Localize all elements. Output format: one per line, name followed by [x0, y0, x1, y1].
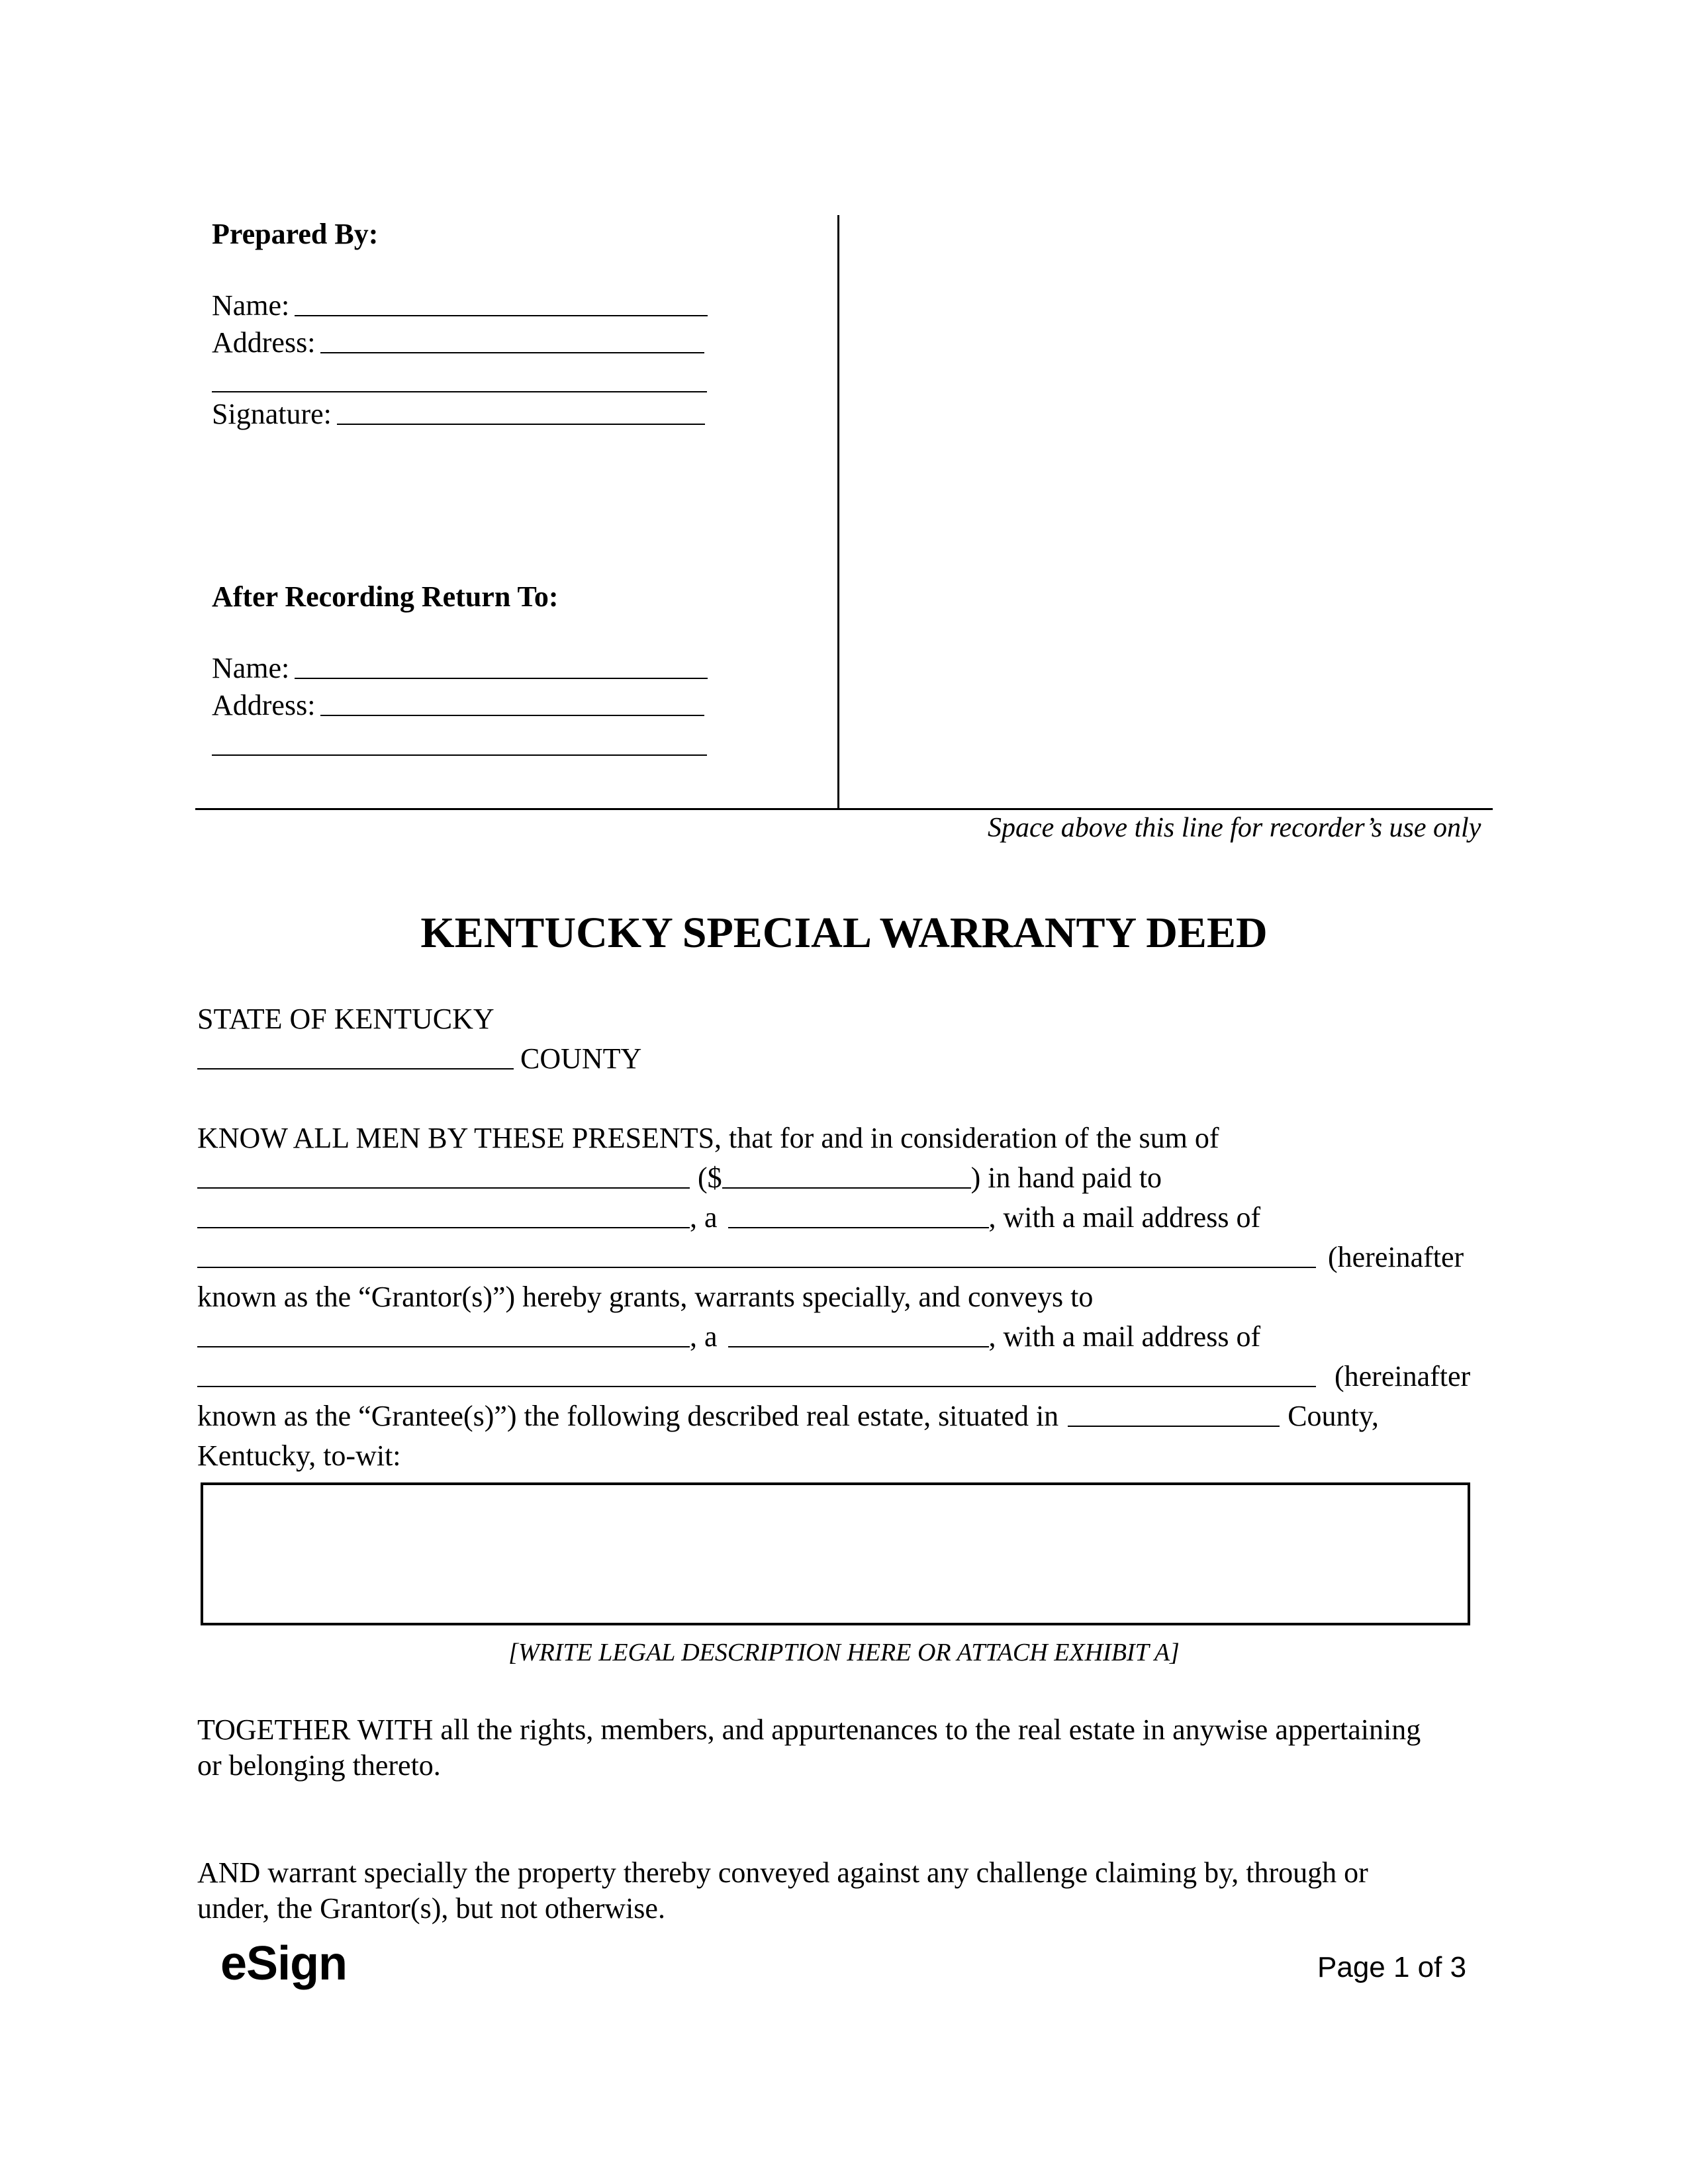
warrant-line-2: under, the Grantor(s), but not otherwise. — [197, 1892, 665, 1925]
prepared-name-label: Name: — [212, 289, 290, 322]
grantor-hereinafter-text: (hereinafter — [1328, 1241, 1464, 1273]
document-title: KENTUCKY SPECIAL WARRANTY DEED — [420, 909, 1268, 957]
body-line-2 — [197, 1163, 1162, 1193]
grantee-a-text: , a — [690, 1320, 718, 1353]
prepared-name-field[interactable] — [295, 315, 708, 316]
return-address-row — [212, 691, 704, 720]
body-line-8 — [197, 1402, 1379, 1431]
grantor-status-field[interactable] — [728, 1227, 989, 1228]
body-line-1: KNOW ALL MEN BY THESE PRESENTS, that for and in consideration of the sum of — [197, 1122, 1219, 1154]
grantee-known-text: known as the “Grantee(s)”) the following described real estate, situated in — [197, 1400, 1059, 1432]
return-address-field-2[interactable] — [212, 754, 707, 756]
body-line-7 — [197, 1362, 1470, 1391]
prepared-signature-field[interactable] — [337, 424, 705, 425]
property-county-field[interactable] — [1068, 1426, 1280, 1427]
return-name-field[interactable] — [295, 678, 708, 679]
legal-description-caption: [WRITE LEGAL DESCRIPTION HERE OR ATTACH EXHIBIT A] — [508, 1639, 1180, 1666]
recorder-divider-vertical — [837, 215, 839, 809]
grantor-a-text: , a — [690, 1201, 718, 1234]
prepared-address-row — [212, 328, 704, 357]
grantee-hereinafter-text: (hereinafter — [1335, 1360, 1471, 1392]
prepared-address-field-2[interactable] — [212, 391, 707, 392]
county-label: COUNTY — [520, 1042, 642, 1075]
prepared-signature-row — [212, 400, 705, 429]
grantee-status-field[interactable] — [728, 1346, 989, 1347]
body-line-4 — [197, 1243, 1464, 1272]
legal-description-box[interactable] — [201, 1482, 1470, 1625]
county-word: County, — [1288, 1400, 1379, 1432]
paid-to-text: ) in hand paid to — [970, 1161, 1162, 1194]
prepared-name-row — [212, 291, 708, 320]
body-line-6 — [197, 1322, 1260, 1351]
grantee-mail-text: , with a mail address of — [988, 1320, 1261, 1353]
state-line: STATE OF KENTUCKY — [197, 1003, 494, 1035]
prepared-address-field[interactable] — [320, 352, 704, 353]
recorder-divider-horizontal — [195, 808, 1493, 810]
consideration-amount-field[interactable] — [722, 1187, 971, 1189]
grantor-mail-text: , with a mail address of — [988, 1201, 1261, 1234]
together-line-2: or belonging thereto. — [197, 1749, 441, 1782]
body-line-5: known as the “Grantor(s)”) hereby grants, warrants specially, and conveys to — [197, 1281, 1094, 1313]
prepared-address-label: Address: — [212, 326, 316, 359]
consideration-words-field[interactable] — [197, 1187, 690, 1189]
return-name-row — [212, 654, 708, 683]
together-line-1: TOGETHER WITH all the rights, members, and appurtenances to the real estate in anywise appertaining — [197, 1713, 1421, 1746]
body-line-3 — [197, 1203, 1260, 1232]
return-address-label: Address: — [212, 689, 316, 721]
return-address-field[interactable] — [320, 715, 704, 716]
body-line-9: Kentucky, to-wit: — [197, 1439, 401, 1472]
grantor-name-field[interactable] — [197, 1227, 690, 1228]
county-row — [197, 1044, 641, 1073]
amount-prefix: ($ — [698, 1161, 722, 1194]
return-name-label: Name: — [212, 652, 290, 684]
prepared-by-heading: Prepared By: — [212, 218, 379, 250]
prepared-signature-label: Signature: — [212, 398, 332, 430]
warrant-line-1: AND warrant specially the property thereby conveyed against any challenge claiming by, through or — [197, 1856, 1368, 1889]
recorder-note: Space above this line for recorder’s use only — [988, 813, 1481, 843]
grantor-address-field[interactable] — [197, 1267, 1316, 1268]
grantee-name-field[interactable] — [197, 1346, 690, 1347]
esign-logo: eSign — [220, 1937, 348, 1990]
grantee-address-field[interactable] — [197, 1386, 1316, 1387]
page-number: Page 1 of 3 — [1317, 1951, 1467, 1983]
return-to-heading: After Recording Return To: — [212, 580, 559, 613]
county-field[interactable] — [197, 1068, 514, 1069]
